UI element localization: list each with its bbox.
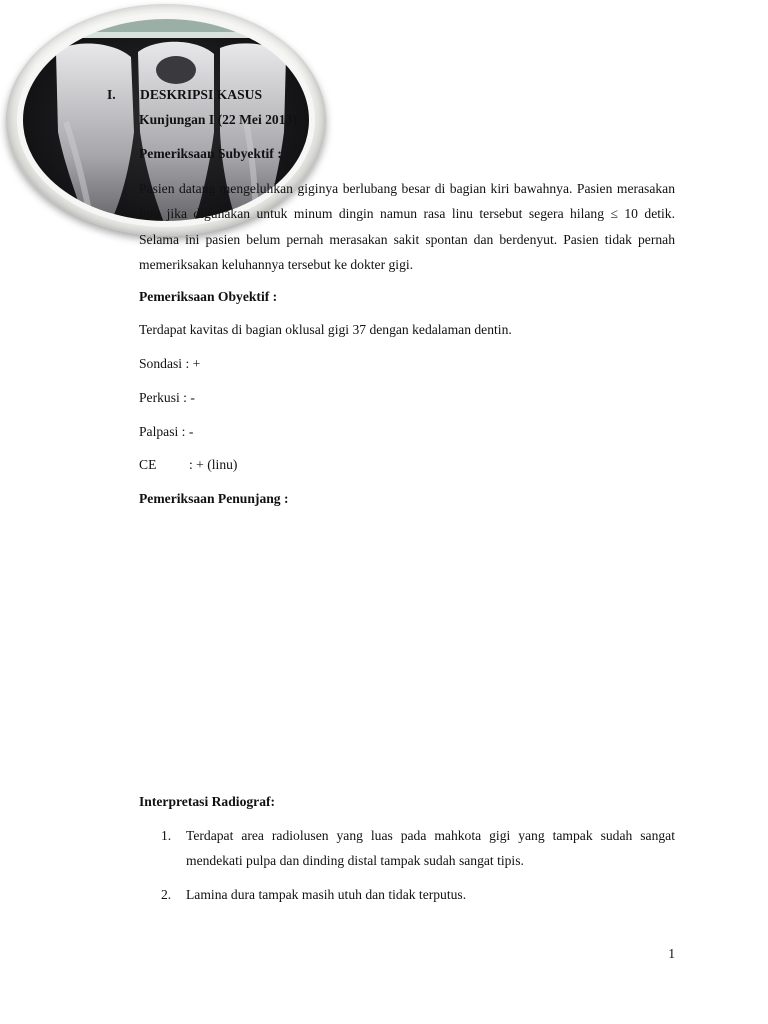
- page-number: 1: [668, 946, 675, 961]
- subjective-heading: Pemeriksaan Subyektif :: [139, 146, 282, 161]
- list-item: [139, 823, 675, 874]
- perkusi-result: Perkusi : -: [139, 390, 195, 405]
- list-item: [139, 882, 675, 907]
- interpretation-heading: Interpretasi Radiograf:: [139, 794, 276, 809]
- section-title: DESKRIPSI KASUS: [140, 87, 263, 102]
- objective-text: Terdapat kavitas di bagian oklusal gigi 37 dengan kedalaman dentin.: [139, 322, 512, 337]
- supporting-heading: Pemeriksaan Penunjang :: [139, 491, 289, 506]
- objective-heading: Pemeriksaan Obyektif :: [139, 289, 278, 304]
- section-heading: [107, 87, 262, 103]
- list-item-number: 1.: [161, 828, 172, 843]
- sondasi-result: Sondasi : +: [139, 356, 201, 371]
- ce-label: CE: [139, 457, 157, 472]
- list-item-number: 2.: [161, 887, 172, 902]
- visit-title: Kunjungan I (22 Mei 2013): [139, 112, 297, 127]
- list-item-text: Terdapat area radiolusen yang luas pada mahkota gigi yang tampak sudah sangat mendekati pulpa dan dinding distal tampak sudah sangat tipis.: [186, 828, 675, 869]
- ce-value: : + (linu): [189, 457, 238, 472]
- section-number: I.: [107, 87, 116, 102]
- list-item-text: Lamina dura tampak masih utuh dan tidak terputus.: [186, 887, 467, 902]
- subjective-text: Pasien datang mengeluhkan giginya berlubang besar di bagian kiri bawahnya. Pasien merasakan linu jika digunakan untuk minum dingin namun rasa linu tersebut segera hilang ≤ 10 detik. Selama ini pasien belum pernah merasakan sakit spontan dan berdenyut. Pasien tidak pernah memeriksakan keluhannya tersebut ke dokter gigi.: [139, 181, 675, 272]
- palpasi-result: Palpasi : -: [139, 424, 194, 439]
- ce-result: [139, 457, 675, 473]
